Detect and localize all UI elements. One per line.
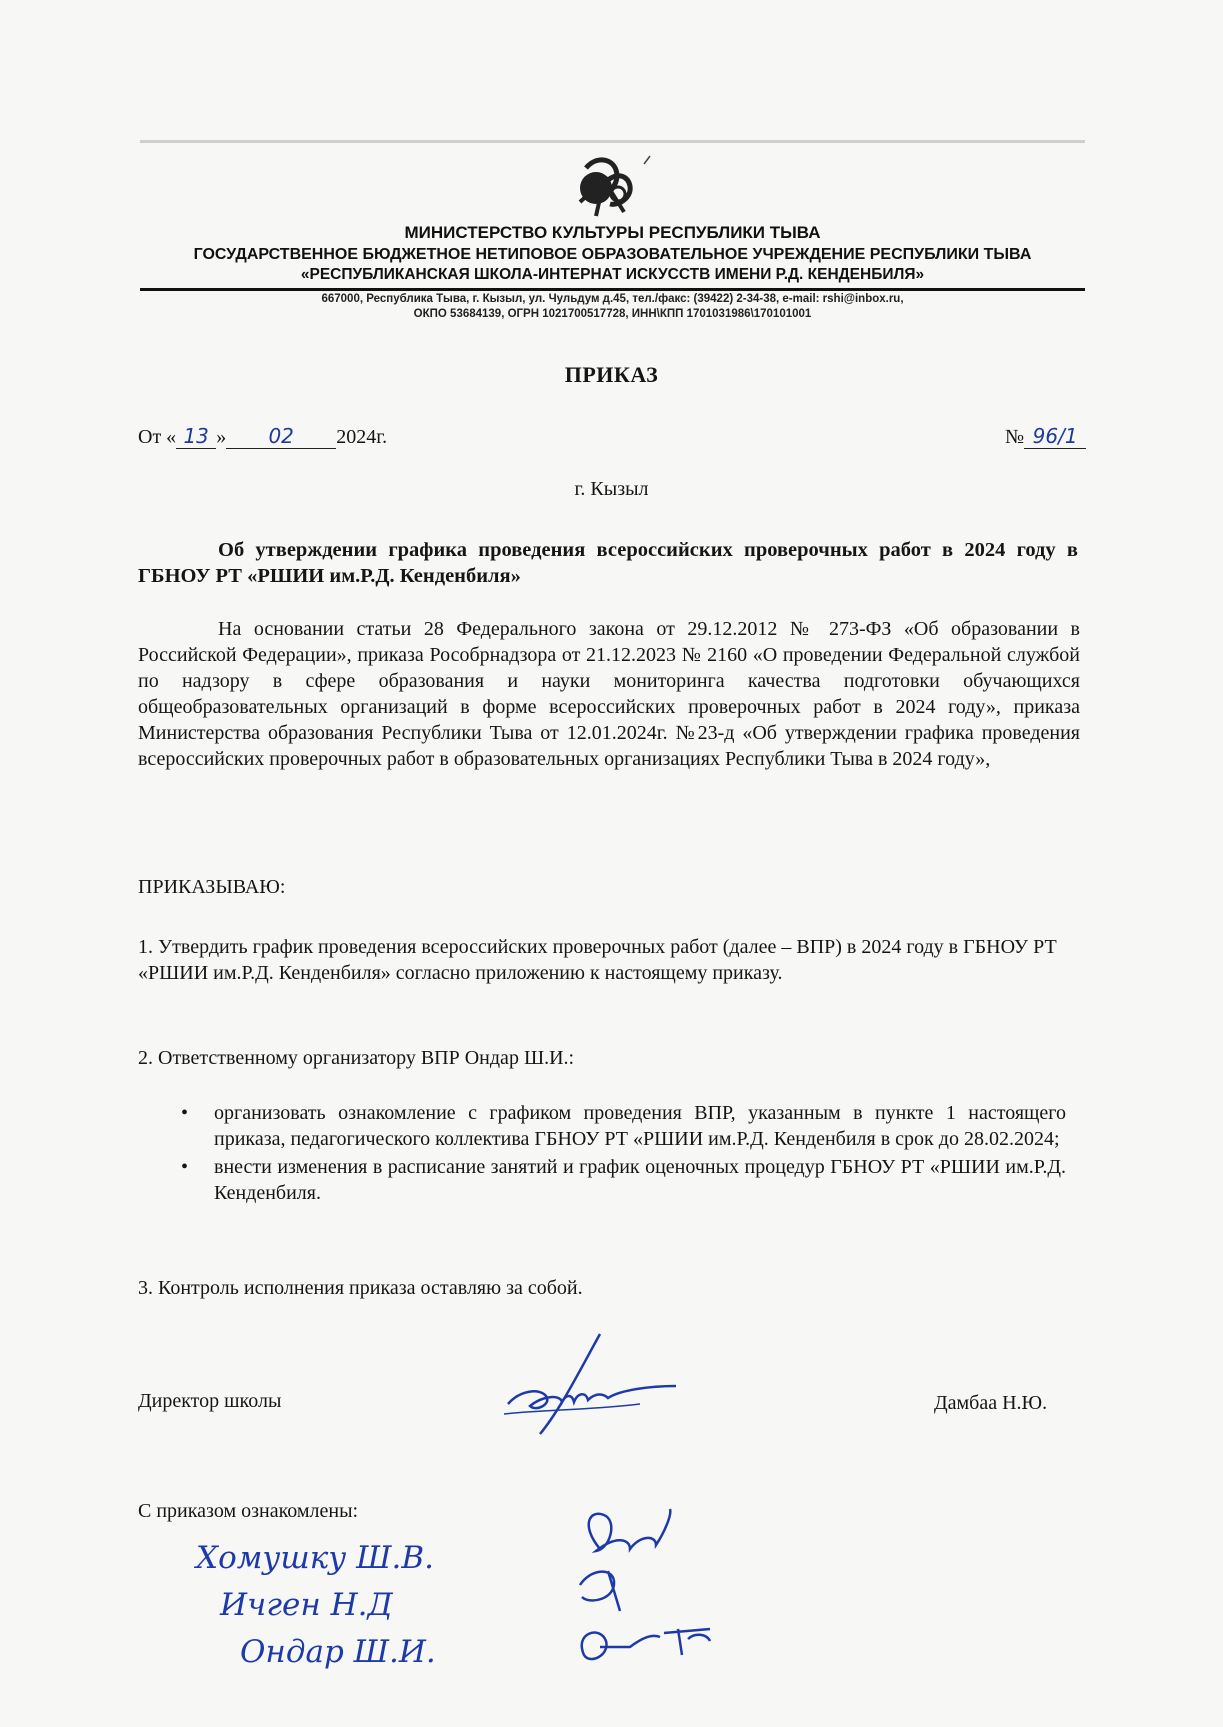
top-scan-line — [140, 140, 1085, 143]
point-2-list — [176, 1100, 1066, 1208]
acknowledged-names — [196, 1535, 526, 1676]
bullet-mark: • — [181, 1156, 189, 1178]
ministry-name: МИНИСТЕРСТВО КУЛЬТУРЫ РЕСПУБЛИКИ ТЫВА — [404, 223, 821, 242]
date-prefix: От « — [138, 426, 177, 448]
order-date — [138, 424, 387, 449]
point-1: 1. Утвердить график проведения всероссийских проверочных работ (далее – ВПР) в 2024 году в ГБНОУ РТ «РШИИ им.Р.Д. Кенденбиля» согласно приложению к настоящему приказу. — [138, 936, 1057, 984]
acknowledged-name: Ичген Н.Д — [220, 1587, 393, 1623]
list-item-text: внести изменения в расписание занятий и график оценочных процедур ГБНОУ РТ «РШИИ им.Р.Д. Кенденбиля. — [214, 1156, 1066, 1204]
list-item — [176, 1154, 1066, 1206]
order-subject: Об утверждении графика проведения всероссийских проверочных работ в 2024 году в ГБНОУ РТ «РШИИ им.Р.Д. Кенденбиля» — [138, 539, 1078, 587]
address-line: 667000, Республика Тыва, г. Кызыл, ул. Чульдум д.45, тел./факс: (39422) 2-34-38, e-mail: rshi@inbox.ru, — [321, 293, 904, 305]
list-item-text: организовать ознакомление с графиком проведения ВПР, указанным в пункте 1 настоящего приказа, педагогического коллектива ГБНОУ РТ «РШИИ им.Р.Д. Кенденбиля в срок до 28.02.2024; — [214, 1102, 1066, 1150]
date-month: 02 — [226, 424, 336, 449]
list-item — [176, 1100, 1066, 1152]
bullet-mark: • — [181, 1102, 189, 1124]
number-prefix: № — [1005, 426, 1025, 448]
director-signature — [500, 1330, 680, 1440]
acknowledgement-signatures — [560, 1505, 760, 1675]
school-name: «РЕСПУБЛИКАНСКАЯ ШКОЛА-ИНТЕРНАТ ИСКУССТВ ИМЕНИ Р.Д. КЕНДЕНБИЛЯ» — [300, 266, 925, 283]
registration-line: ОКПО 53684139, ОГРН 1021700517728, ИНН\КПП 1701031986\170101001 — [413, 308, 812, 320]
acknowledged-name: Хомушку Ш.В. — [196, 1540, 434, 1576]
header-divider — [140, 288, 1085, 291]
order-basis: На основании статьи 28 Федерального закона от 29.12.2012 № 273-ФЗ «Об образовании в Российской Федерации», приказа Рособрнадзора от 21.12.2023 № 2160 «О проведении Федеральной службой по надзору в сфере образования и науки мониторинга качества подготовки обучающихся общеобразовательных организаций в форме всероссийских проверочных работ в 2024 году», приказа Министерства образования Республики Тыва от 12.01.2024г. №23-д «Об утверждении графика проведения всероссийских проверочных работ в образовательных организациях Республики Тыва в 2024 году», — [138, 618, 1080, 770]
director-name: Дамбаа Н.Ю. — [934, 1392, 1048, 1414]
date-mid: » — [216, 426, 227, 448]
city: г. Кызыл — [574, 478, 649, 500]
date-year: 2024г. — [336, 426, 388, 448]
orders-label: ПРИКАЗЫВАЮ: — [138, 876, 286, 898]
date-day: 13 — [176, 424, 216, 449]
acknowledgement-label: С приказом ознакомлены: — [138, 1500, 359, 1522]
number-value: 96/1 — [1024, 424, 1086, 449]
document-title: ПРИКАЗ — [564, 362, 659, 387]
institution-name: ГОСУДАРСТВЕННОЕ БЮДЖЕТНОЕ НЕТИПОВОЕ ОБРАЗОВАТЕЛЬНОЕ УЧРЕЖДЕНИЕ РЕСПУБЛИКИ ТЫВА — [193, 246, 1032, 263]
acknowledged-name: Ондар Ш.И. — [240, 1634, 436, 1670]
point-2: 2. Ответственному организатору ВПР Ондар Ш.И.: — [138, 1047, 575, 1069]
director-position: Директор школы — [138, 1390, 282, 1412]
point-3: 3. Контроль исполнения приказа оставляю за собой. — [138, 1277, 583, 1299]
dancer-emblem-icon — [566, 150, 658, 226]
order-number — [1005, 424, 1086, 449]
